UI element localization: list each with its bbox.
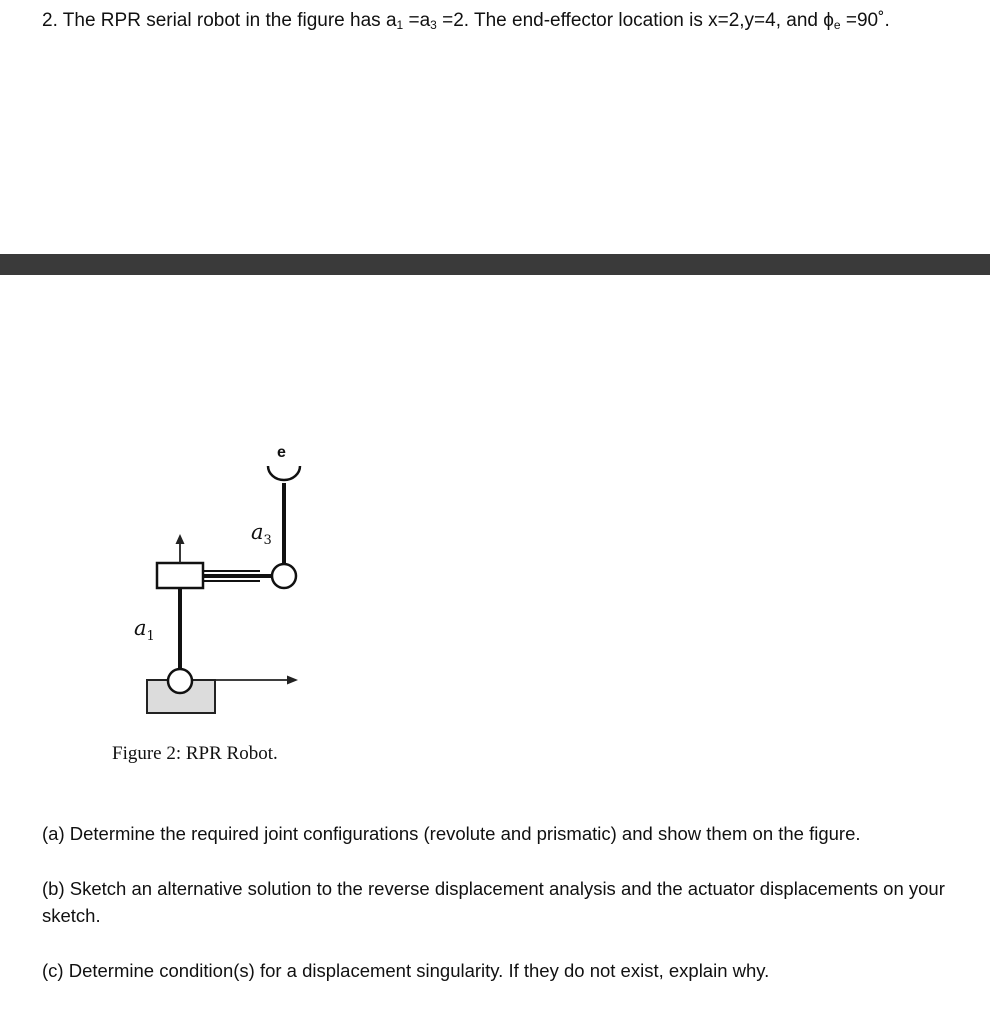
x-axis-arrowhead	[287, 676, 298, 685]
slider-up-arrowhead	[176, 534, 185, 544]
label-e: e	[277, 444, 286, 461]
question-statement	[42, 8, 972, 34]
question-prefix: 2. The RPR serial robot in the figure has a	[42, 10, 397, 31]
elbow-revolute-joint	[272, 564, 296, 588]
question-eq2: =2. The end-effector location is x=2,y=4, and	[436, 10, 824, 31]
prismatic-slider-block	[157, 563, 203, 588]
subscript-1: 1	[396, 18, 404, 32]
part-c-text: (c) Determine condition(s) for a displacement singularity. If they do not exist, explain why.	[42, 960, 770, 981]
label-a1: $a_1$	[134, 616, 155, 644]
question-suffix: =90˚.	[840, 10, 890, 31]
phi-symbol: ϕ	[823, 10, 834, 31]
question-eq1: =a	[403, 10, 431, 31]
subscript-3: 3	[430, 18, 437, 32]
rpr-robot-figure	[100, 430, 330, 730]
part-a-text: (a) Determine the required joint configurations (revolute and prismatic) and show them on the figure.	[42, 823, 861, 844]
label-a3: $a_3$	[251, 520, 272, 548]
divider-bar	[0, 254, 990, 275]
part-b-text: (b) Sketch an alternative solution to the reverse displacement analysis and the actuator displacements on your sketch.	[42, 878, 945, 926]
subscript-e: e	[833, 18, 841, 32]
base-revolute-joint	[168, 669, 192, 693]
figure-caption: Figure 2: RPR Robot.	[112, 743, 278, 764]
end-effector-gripper	[268, 466, 300, 480]
